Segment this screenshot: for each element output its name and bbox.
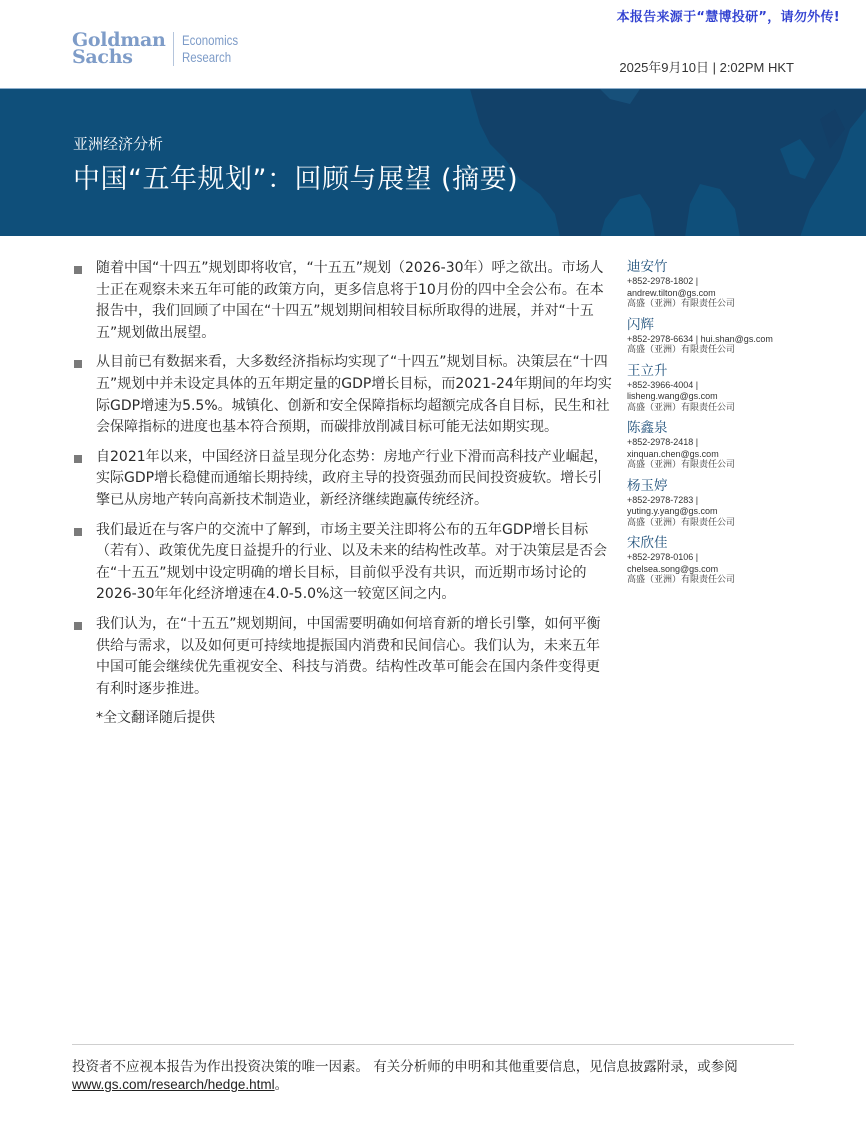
analyst-card [627, 535, 817, 587]
summary-bullet [72, 258, 612, 344]
square-bullet-icon [74, 266, 82, 274]
summary-bullet [72, 352, 612, 438]
analyst-phone: +852-2978-7283 | [627, 494, 699, 505]
analyst-email[interactable]: lisheng.wang@gs.com [627, 391, 718, 401]
bullet-text: 随着中国“十四五”规划即将收官，“十五五”规划（2026-30年）呼之欲出。市场人士正在观察未来五年可能的政策方向，更多信息将于10月份的四中全会公布。在本报告中，我们回顾了中国在“十四五”规划期间相较目标所取得的进展，并对“十五五”规划做出展望。 [96, 260, 604, 341]
logo-wordmark [72, 29, 166, 68]
analyst-name: 迪安竹 [627, 259, 668, 275]
division-line-2: Research [181, 49, 231, 65]
division-line-1: Economics [181, 32, 238, 48]
report-series: 亚洲经济分析 [73, 135, 164, 153]
square-bullet-icon [74, 360, 82, 368]
analyst-phone: +852-2978-2418 | [627, 437, 699, 447]
summary-bullet [72, 447, 612, 512]
analyst-phone: +852-3966-4004 | [627, 379, 699, 390]
analyst-phone: +852-2978-1802 | [627, 276, 699, 286]
analyst-email[interactable]: chelsea.song@gs.com [627, 563, 719, 574]
analyst-company: 高盛（亚洲）有限责任公司 [627, 299, 736, 309]
division-name [182, 32, 238, 66]
title-banner [0, 88, 866, 236]
report-title: 中国“五年规划”：回顾与展望 (摘要) [73, 164, 519, 195]
logo-divider [173, 32, 174, 66]
analyst-name: 闪辉 [627, 316, 654, 333]
goldman-sachs-logo [72, 29, 250, 68]
analyst-name: 陈鑫泉 [627, 420, 668, 436]
analyst-name: 杨玉婷 [627, 477, 668, 494]
analyst-company: 高盛（亚洲）有限责任公司 [627, 460, 736, 470]
bullet-text: 从目前已有数据来看，大多数经济指标均实现了“十四五”规划目标。决策层在“十四五”规划中并未设定具体的五年期定量的GDP增长目标，而2021-24年期间的年均实际GDP增速为5.5%。城镇化、创新和安全保障指标均超额完成各自目标，民生和社会保障指标的进度也基本符合预期，而碳排放削减目标可能无法如期实现。 [96, 354, 612, 436]
disclosure-link[interactable]: www.gs.com/research/hedge.html [72, 1077, 275, 1092]
analyst-name: 王立升 [627, 362, 668, 379]
analyst-company: 高盛（亚洲）有限责任公司 [627, 402, 736, 413]
square-bullet-icon [74, 528, 82, 536]
analyst-name: 宋欣佳 [627, 535, 668, 551]
analyst-company: 高盛（亚洲）有限责任公司 [627, 517, 736, 528]
square-bullet-icon [74, 622, 82, 630]
analyst-company: 高盛（亚洲）有限责任公司 [627, 345, 736, 355]
analyst-contacts [627, 259, 817, 593]
square-bullet-icon [74, 455, 82, 463]
analyst-phone-email[interactable]: +852-2978-6634 | hui.shan@gs.com [627, 333, 773, 344]
bullet-text: 我们认为，在“十五五”规划期间，中国需要明确如何培育新的增长引擎，如何平衡供给与需求，以及如何更可持续地提振国内消费和民间信心。我们认为，未来五年中国可能会继续优先重视安全、科技与消费。结构性改革可能会在国内条件变得更有利时逐步推进。 [96, 615, 601, 697]
analyst-card [627, 259, 817, 311]
summary-body [72, 258, 612, 729]
analyst-email[interactable]: andrew.tilton@gs.com [627, 287, 716, 298]
footer-divider [72, 1044, 794, 1045]
analyst-card [627, 478, 817, 530]
analyst-card [627, 420, 817, 472]
source-watermark: 本报告来源于“慧博投研”，请勿外传! [616, 10, 840, 25]
logo-line-2: Sachs [72, 46, 133, 68]
analyst-email[interactable]: xinquan.chen@gs.com [627, 448, 719, 459]
translation-note: *全文翻译随后提供 [96, 710, 215, 727]
bullet-text: 自2021年以来，中国经济日益呈现分化态势：房地产行业下滑而高科技产业崛起，实际GDP增长稳健而通缩长期持续，政府主导的投资强劲而民间投资疲软。增长引擎已从房地产转向高新技术制造业，新经济继续跑赢传统经济。 [96, 448, 608, 508]
analyst-card [627, 317, 817, 357]
logo-line-1: Goldman [72, 29, 166, 51]
disclaimer-end: 。 [274, 1077, 289, 1093]
analyst-card [627, 363, 817, 415]
footer-disclaimer [72, 1058, 794, 1094]
bullet-text: 我们最近在与客户的交流中了解到，市场主要关注即将公布的五年GDP增长目标（若有）、政策优先度日益提升的行业、以及未来的结构性改革。对于决策层是否会在“十五五”规划中设定明确的增长目标，目前似乎没有共识，而近期市场讨论的2026-30年年化经济增速在4.0-5.0%这一较宽区间之内。 [96, 521, 607, 603]
summary-bullet [72, 614, 612, 700]
summary-bullet [72, 520, 612, 606]
analyst-phone: +852-2978-0106 | [627, 552, 699, 562]
disclaimer-text: 投资者不应视本报告为作出投资决策的唯一因素。 有关分析师的申明和其他重要信息，见信息披露附录，或参阅 [72, 1059, 738, 1075]
publish-date: 2025年9月10日 | 2:02PM HKT [619, 60, 794, 75]
analyst-company: 高盛（亚洲）有限责任公司 [627, 575, 736, 585]
analyst-email[interactable]: yuting.y.yang@gs.com [627, 506, 718, 516]
